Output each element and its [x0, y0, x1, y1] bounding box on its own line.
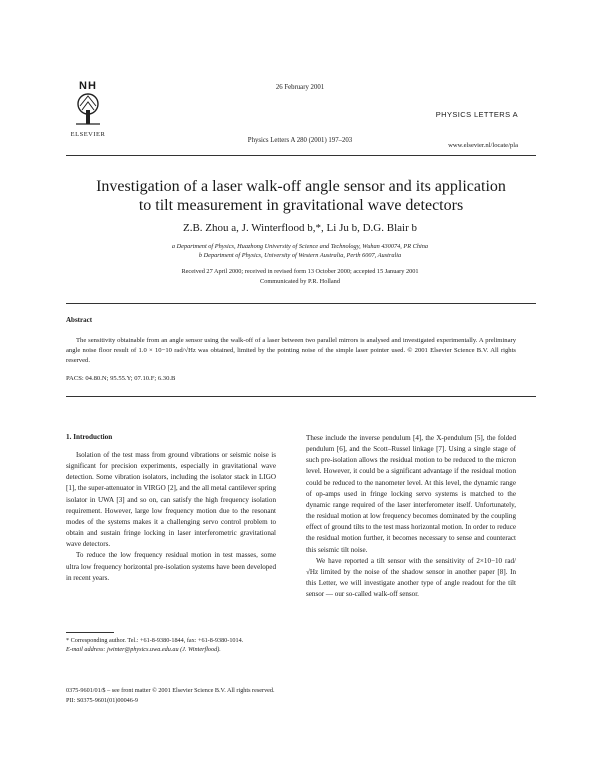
- header-divider: [66, 155, 536, 156]
- abstract-top-divider: [66, 303, 536, 304]
- abstract-text: The sensitivity obtainable from an angle sensor using the walk-off of a laser between two parallel mirrors is analysed and investigated experimentally. A preliminary angle noise floor result of 1.0 × 10−10 rad/√Hz was obtained, limited by the pointing noise of the simple laser pointer used. © 2001 Elsevier Science B.V. All rights reserved.: [66, 337, 516, 365]
- issue-date: 26 February 2001: [275, 84, 325, 91]
- article-title: [66, 177, 536, 215]
- communicated-by: Communicated by P.R. Holland: [260, 278, 340, 285]
- publisher-name: ELSEVIER: [70, 131, 106, 138]
- author-email: E-mail address: jwinter@physics.uwa.edu.au (J. Winterflood).: [66, 646, 221, 653]
- section-heading: 1. Introduction: [66, 433, 113, 441]
- intro-paragraph: These include the inverse pendulum [4], the X-pendulum [5], the folded pendulum [6], and the Scott–Russel linkage [7]. Using a single stage of such pre-isolation allows the residual motion to be reduced to the micron level. However, it could be a significant advantage if the residual motion could be reduced to the nanometer level. At this level, the dynamic range of op-amps used in fringe locking servo systems is matched to the dynamic range required of the laser interferometer itself. Unfortunately, the residual motion at low frequency becomes dominated by the coupling effect of ground tilts to the test mass horizontal motion. In order to reduce the residual motion further, it becomes necessary to sense and counteract this seismic tilt noise.: [306, 434, 516, 554]
- corresponding-author: * Corresponding author. Tel.: +61-8-9380-1844, fax: +61-8-9380-1014.: [66, 637, 244, 644]
- intro-paragraph: To reduce the low frequency residual motion in test masses, some ultra low frequency horizontal pre-isolation systems have been developed in recent years.: [66, 551, 276, 582]
- journal-url[interactable]: www.elsevier.nl/locate/pla: [448, 142, 518, 149]
- journal-reference: Physics Letters A 280 (2001) 197–203: [247, 137, 353, 144]
- column-right: [306, 433, 516, 600]
- elsevier-tree-icon: [72, 92, 104, 126]
- affiliation-b: b Department of Physics, University of Western Australia, Perth 6007, Australia: [198, 252, 402, 259]
- authors: Z.B. Zhou a, J. Winterflood b,*, Li Ju b, D.G. Blair b: [183, 222, 417, 234]
- copyright-line: 0375-9601/01/$ – see front matter © 2001 Elsevier Science B.V. All rights reserved.: [66, 687, 275, 694]
- title-line-1: Investigation of a laser walk-off angle sensor and its application: [96, 178, 506, 195]
- received-dates: Received 27 April 2000; received in revised form 13 October 2000; accepted 15 January 2001: [181, 268, 419, 275]
- footnote-divider: [66, 632, 114, 633]
- abstract-heading: Abstract: [66, 316, 93, 324]
- journal-name: PHYSICS LETTERS A: [435, 110, 518, 119]
- abstract-bottom-divider: [66, 396, 536, 397]
- column-left: [66, 450, 276, 584]
- pacs-codes: PACS: 04.80.N; 95.55.Y; 07.10.F; 6.30.B: [66, 375, 176, 382]
- intro-paragraph: We have reported a tilt sensor with the sensitivity of 2×10−10 rad/√Hz limited by the noise of the shadow sensor in another paper [8]. In this Letter, we will investigate another type of angle readout for the tilt sensor — our so-called walk-off sensor.: [306, 556, 516, 599]
- footnote: [66, 636, 276, 654]
- front-matter: [66, 686, 275, 705]
- intro-paragraph: Isolation of the test mass from ground vibrations or seismic noise is significant for precision experiments, especially in gravitational wave detection. Some vibration isolators, including the isolator stack in LIGO [1], the super-attenuator in VIRGO [2], and the all metal cantilever spring isolator in UWA [3] and so on, can satisfy the high frequency isolation requirement. However, large low frequency motion due to the resonant modes of the systems makes it a challenging servo control problem to obtain and sustain fringe locking in laser interferometric gravitational wave detectors.: [66, 451, 276, 549]
- pii-line: PII: S0375-9601(01)00046-9: [66, 696, 139, 704]
- affiliation-a: a Department of Physics, Huazhong University of Science and Technology, Wuhan 430074, PR China: [171, 243, 429, 250]
- publisher-logo-mark: NH: [79, 80, 97, 92]
- title-line-2: to tilt measurement in gravitational wave detectors: [138, 197, 464, 214]
